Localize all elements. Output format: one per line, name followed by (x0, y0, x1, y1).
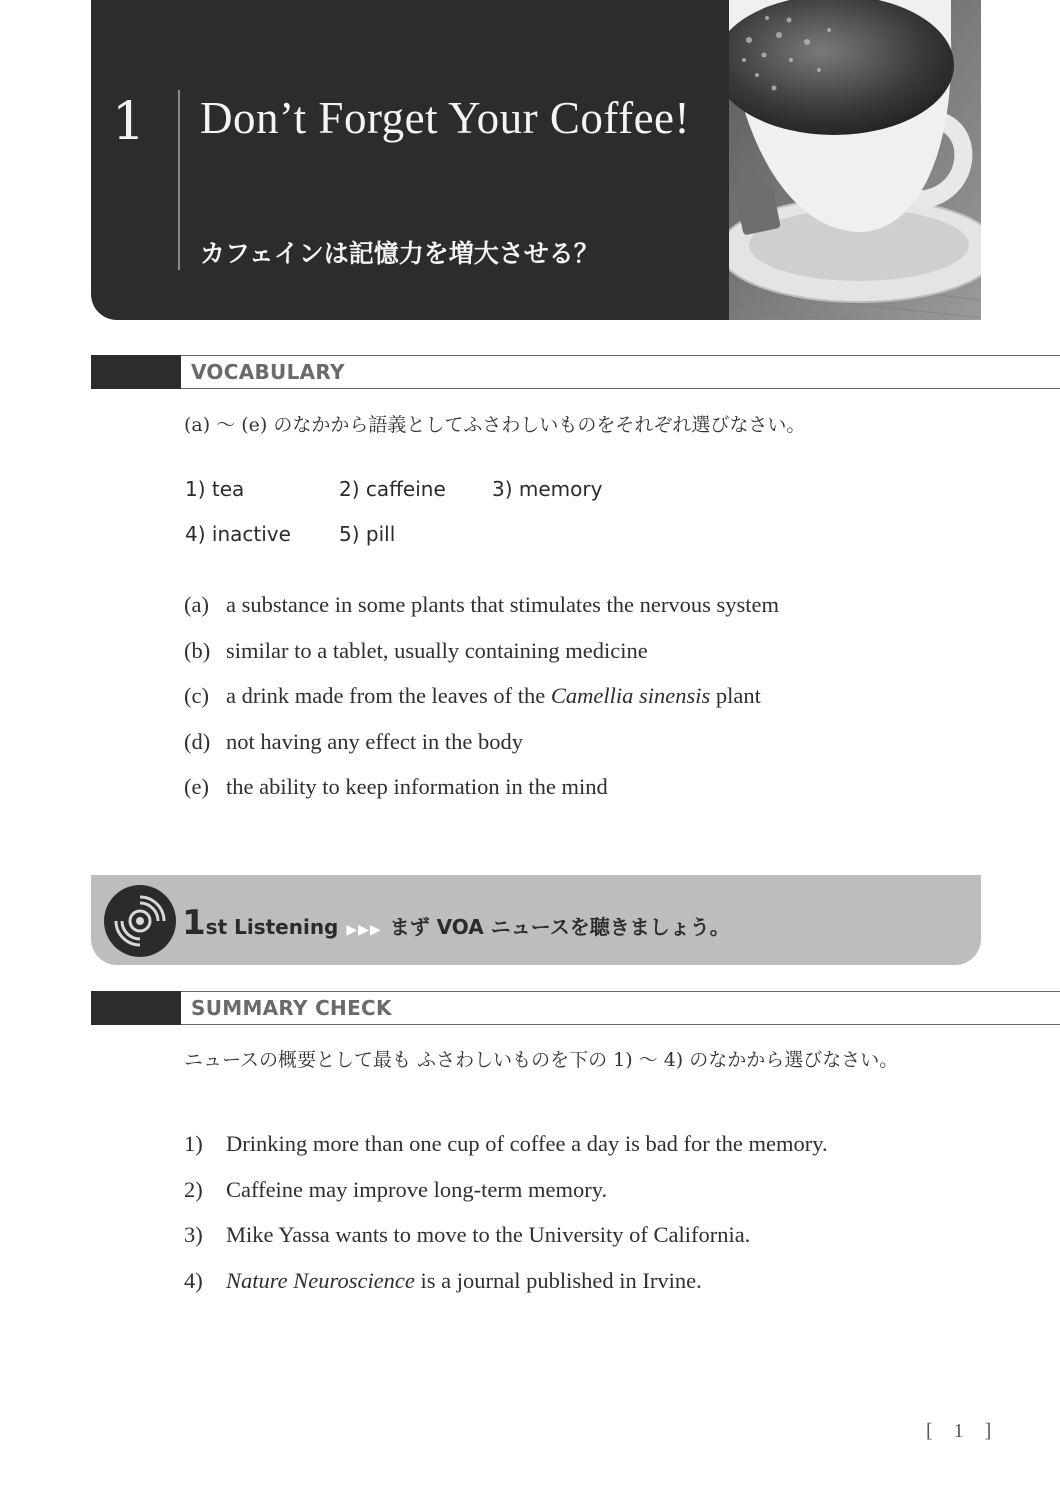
definition-text: a substance in some plants that stimulates the nervous system (226, 592, 780, 617)
option-number: 3) (184, 1222, 203, 1247)
definition-text: similar to a tablet, usually containing medicine (226, 638, 648, 663)
listening-heading (182, 903, 730, 943)
summary-option (184, 1131, 828, 1157)
chapter-title: Don’t Forget Your Coffee! (200, 93, 691, 143)
triple-arrow-icon: ▶▶▶ (346, 922, 382, 938)
listening-label: st Listening (205, 915, 339, 939)
definition-text: plant (715, 683, 761, 708)
vocab-word: 1) tea (185, 477, 245, 501)
vocab-word: 2) caffeine (339, 477, 446, 501)
vocab-word: 4) inactive (185, 522, 291, 546)
definition-italic-term: Camellia sinensis (550, 683, 711, 708)
definition-row (184, 774, 608, 800)
vocabulary-section-header (91, 355, 981, 389)
vocabulary-instruction: (a) ～ (e) のなかから語義としてふさわしいものをそれぞれ選びなさい。 (184, 414, 806, 436)
definition-letter: (c) (184, 683, 209, 708)
page-number: [ 1 ] (926, 1420, 1000, 1442)
summary-option (184, 1177, 607, 1203)
option-number: 4) (184, 1268, 203, 1293)
summary-instruction: ニュースの概要として最も ふさわしいものを下の 1) ～ 4) のなかから選びなさい。 (184, 1049, 899, 1071)
cd-audio-icon[interactable] (102, 883, 178, 959)
definition-text: the ability to keep information in the mind (226, 774, 608, 799)
option-number: 1) (184, 1131, 203, 1156)
definition-text: not having any effect in the body (226, 729, 524, 754)
vocab-word: 3) memory (492, 477, 603, 501)
listening-instruction: まず VOA ニュースを聴きましょう。 (389, 915, 730, 939)
option-text: Mike Yassa wants to move to the University of California. (226, 1222, 751, 1247)
section-header-block (91, 991, 181, 1025)
summary-option (184, 1268, 702, 1294)
header-divider (178, 90, 180, 270)
vocabulary-label: VOCABULARY (191, 360, 345, 384)
unit-number: 1 (112, 92, 146, 152)
definition-text: a drink made from the leaves of the (226, 683, 546, 708)
option-italic-term: Nature Neuroscience (226, 1268, 415, 1293)
definition-letter: (a) (184, 592, 209, 617)
definition-letter: (e) (184, 774, 209, 799)
coffee-cup-photo (729, 0, 981, 320)
vocab-word: 5) pill (339, 522, 396, 546)
definition-letter: (b) (184, 638, 211, 663)
section-header-block (91, 355, 181, 389)
option-text: Drinking more than one cup of coffee a day is bad for the memory. (226, 1131, 828, 1156)
definition-row (184, 729, 523, 755)
option-text: Caffeine may improve long-term memory. (226, 1177, 608, 1202)
chapter-subtitle: カフェインは記憶力を増大させる？ (200, 239, 599, 268)
summary-section-header (91, 991, 981, 1025)
option-number: 2) (184, 1177, 203, 1202)
option-text: is a journal published in Irvine. (420, 1268, 702, 1293)
definition-row (184, 683, 761, 709)
listening-number: 1 (182, 903, 206, 943)
summary-label: SUMMARY CHECK (191, 996, 392, 1020)
definition-row (184, 592, 779, 618)
definition-row (184, 638, 648, 664)
definition-letter: (d) (184, 729, 211, 754)
summary-option (184, 1222, 750, 1248)
